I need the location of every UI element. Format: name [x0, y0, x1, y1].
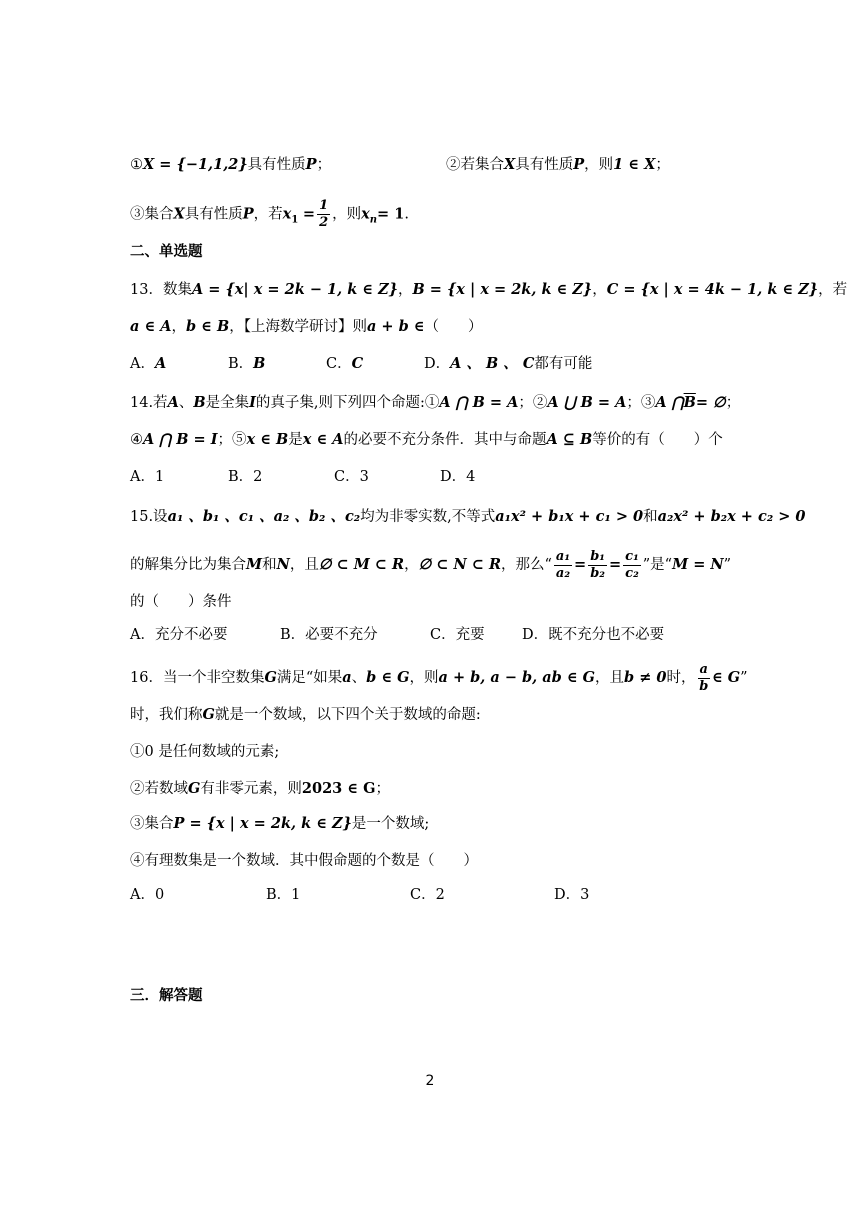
- q14-option-a[interactable]: A．1: [130, 469, 165, 485]
- q13-option-d[interactable]: D．A 、 B 、 C都有可能: [424, 355, 593, 372]
- q16-claim-4: ④有理数集是一个数域．其中假命题的个数是（ ）: [130, 853, 478, 869]
- section-title-single-choice: 二、单选题: [130, 244, 203, 260]
- page-number: 2: [425, 1073, 435, 1089]
- q14-options: [130, 467, 475, 487]
- q13-options: [130, 354, 592, 374]
- q15-options: [130, 625, 664, 645]
- q16-option-d[interactable]: D．3: [554, 887, 590, 903]
- q13-option-a[interactable]: A．A: [130, 355, 167, 372]
- item-2: ②若集合X具有性质P，则1 ∈ X；: [446, 156, 670, 173]
- q16-claim-3: ③集合P = {x | x = 2k, k ∈ Z}是一个数域;: [130, 815, 430, 832]
- q15-option-d[interactable]: D．既不充分也不必要: [522, 627, 665, 643]
- q14-line1: 14.若A、B是全集I的真子集,则下列四个命题:①A ⋂ B = A；②A ⋃ B = A；③A $⋂\overline{B}=$ ∅；: [130, 394, 741, 411]
- q15-line3: 的（ ）条件: [130, 594, 232, 610]
- fraction-a1-a2: $\frac{\text{a₁}}{\text{a₂}}$: [555, 548, 571, 581]
- q16-line2: 时，我们称G就是一个数域，以下四个关于数域的命题:: [130, 706, 481, 723]
- item-1: ①X = {−1,1,2}具有性质P；: [130, 156, 332, 173]
- q16-option-a[interactable]: A．0: [130, 887, 165, 903]
- q14-option-d[interactable]: D．4: [440, 469, 476, 485]
- q16-line1: 16．当一个非空数集G满足“如果a、b ∈ G，则a + b, a − b, ab ∈ G，且b ≠ 0时， $\frac{a}{b}$ ∈ G”: [130, 661, 748, 694]
- q15-option-b[interactable]: B．必要不充分: [280, 627, 378, 643]
- q16-options: [130, 885, 589, 905]
- q16-claim-1: ①0 是任何数域的元素;: [130, 744, 280, 760]
- q15-option-c[interactable]: C．充要: [430, 627, 485, 643]
- q16-option-b[interactable]: B．1: [266, 887, 301, 903]
- fraction-c1-c2: $\frac{\text{c₁}}{\text{c₂}}$: [625, 548, 639, 581]
- q13-line1: 13．数集A = {x| x = 2k − 1, k ∈ Z}，B = {x | x = 2k, k ∈ Z}，C = {x | x = 4k − 1, k ∈ Z}，若: [130, 281, 848, 298]
- q13-option-c[interactable]: C．C: [326, 355, 364, 372]
- q16-option-c[interactable]: C．2: [410, 887, 445, 903]
- q14-option-b[interactable]: B．2: [228, 469, 263, 485]
- q15-line2: 的解集分比为集合M和N，且∅ ⊂ M ⊂ R，∅ ⊂ N ⊂ R，那么“ $\frac{\text{a₁}}{\text{a₂}}$ = $\frac{\text{b₁}}{\text{b₂}}$ = $\frac{\text{c₁}}{\text{c₂}}$ ”是“M = N”: [130, 548, 732, 581]
- section-title-answer: 三．解答题: [130, 988, 203, 1004]
- q14-option-c[interactable]: C．3: [334, 469, 369, 485]
- fraction-a-b: $\frac{a}{b}$: [699, 661, 709, 694]
- fraction-b1-b2: $\frac{\text{b₁}}{\text{b₂}}$: [590, 548, 605, 581]
- q13-line2: a ∈ A，b ∈ B，【上海数学研讨】则a + b ∈（ ）: [130, 318, 483, 335]
- q15-option-a[interactable]: A．充分不必要: [130, 627, 228, 643]
- q15-line1: 15.设a₁ 、b₁ 、c₁ 、a₂ 、b₂ 、c₂均为非零实数,不等式a₁x² + b₁x + c₁ > 0和a₂x² + b₂x + c₂ > 0: [130, 508, 806, 525]
- item-3: ③集合X具有性质P，若$x_1$ = $\frac{1}{2}$ ，则$x_n= 1$.: [130, 198, 409, 230]
- q13-option-b[interactable]: B．B: [228, 355, 266, 372]
- q14-line2: ④A ⋂ B = I；⑤x ∈ B是x ∈ A的必要不充分条件．其中与命题A ⊆ B等价的有（ ）个: [130, 431, 723, 448]
- fraction-one-half: $\frac{1}{2}$: [319, 198, 329, 230]
- q16-claim-2: ②若数域G有非零元素，则2023 ∈ G；: [130, 780, 390, 797]
